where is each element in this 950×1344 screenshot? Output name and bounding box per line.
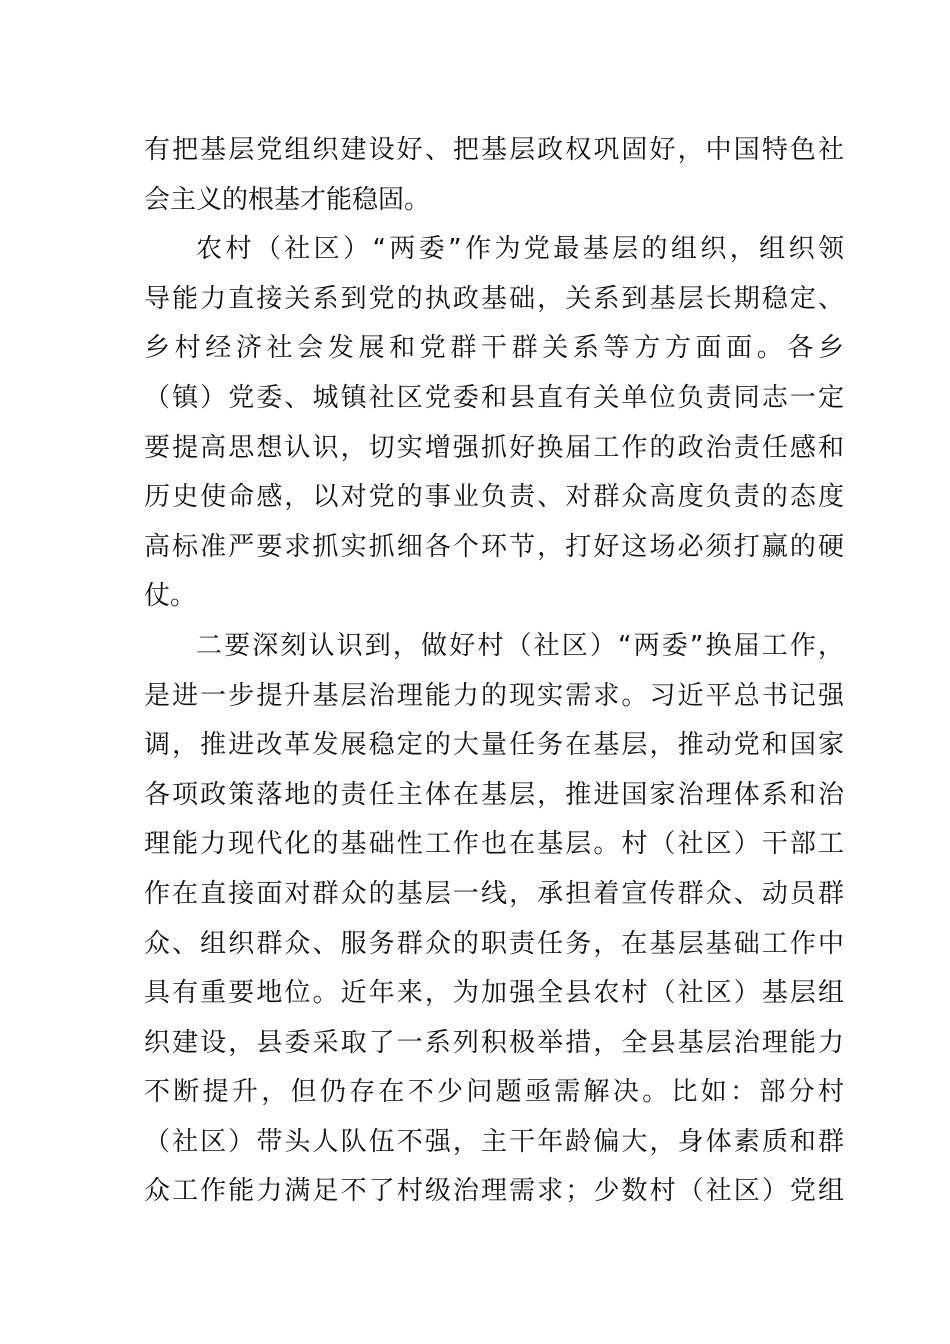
text-line: 历史使命感，以对党的事业负责、对群众高度负责的态度	[144, 482, 844, 513]
text-line: 导能力直接关系到党的执政基础，关系到基层长期稳定、	[144, 283, 844, 314]
text-line: 高标准严要求抓实抓细各个环节，打好这场必须打赢的硬	[144, 531, 844, 562]
text-line: （社区）带头人队伍不强，主干年龄偏大，身体素质和群	[144, 1126, 844, 1157]
text-line: 理能力现代化的基础性工作也在基层。村（社区）干部工	[144, 829, 844, 860]
text-line: 众、组织群众、服务群众的职责任务，在基层基础工作中	[144, 928, 844, 959]
text-line: 具有重要地位。近年来，为加强全县农村（社区）基层组	[144, 978, 844, 1009]
text-line: 众工作能力满足不了村级治理需求；少数村（社区）党组	[144, 1176, 844, 1207]
text-line: 乡村经济社会发展和党群干群关系等方方面面。各乡	[144, 333, 844, 364]
paragraph-start-line: 农村（社区）“两委”作为党最基层的组织，组织领	[196, 234, 844, 265]
paragraph-start-line: 二要深刻认识到，做好村（社区）“两委”换届工作，	[196, 630, 844, 661]
text-line: 各项政策落地的责任主体在基层，推进国家治理体系和治	[144, 779, 844, 810]
text-line: （镇）党委、城镇社区党委和县直有关单位负责同志一定	[144, 382, 844, 413]
text-line: 不断提升，但仍存在不少问题亟需解决。比如：部分村	[144, 1077, 844, 1108]
text-line: 会主义的根基才能稳固。	[144, 184, 431, 215]
body-text	[144, 126, 844, 1217]
text-line: 织建设，县委采取了一系列积极举措，全县基层治理能力	[144, 1027, 844, 1058]
text-line: 是进一步提升基层治理能力的现实需求。习近平总书记强	[144, 680, 844, 711]
text-line: 要提高思想认识，切实增强抓好换届工作的政治责任感和	[144, 432, 844, 463]
text-line: 调，推进改革发展稳定的大量任务在基层，推动党和国家	[144, 730, 844, 761]
text-line: 仗。	[144, 581, 197, 612]
text-line: 作在直接面对群众的基层一线，承担着宣传群众、动员群	[144, 878, 844, 909]
text-line: 有把基层党组织建设好、把基层政权巩固好，中国特色社	[144, 135, 844, 165]
